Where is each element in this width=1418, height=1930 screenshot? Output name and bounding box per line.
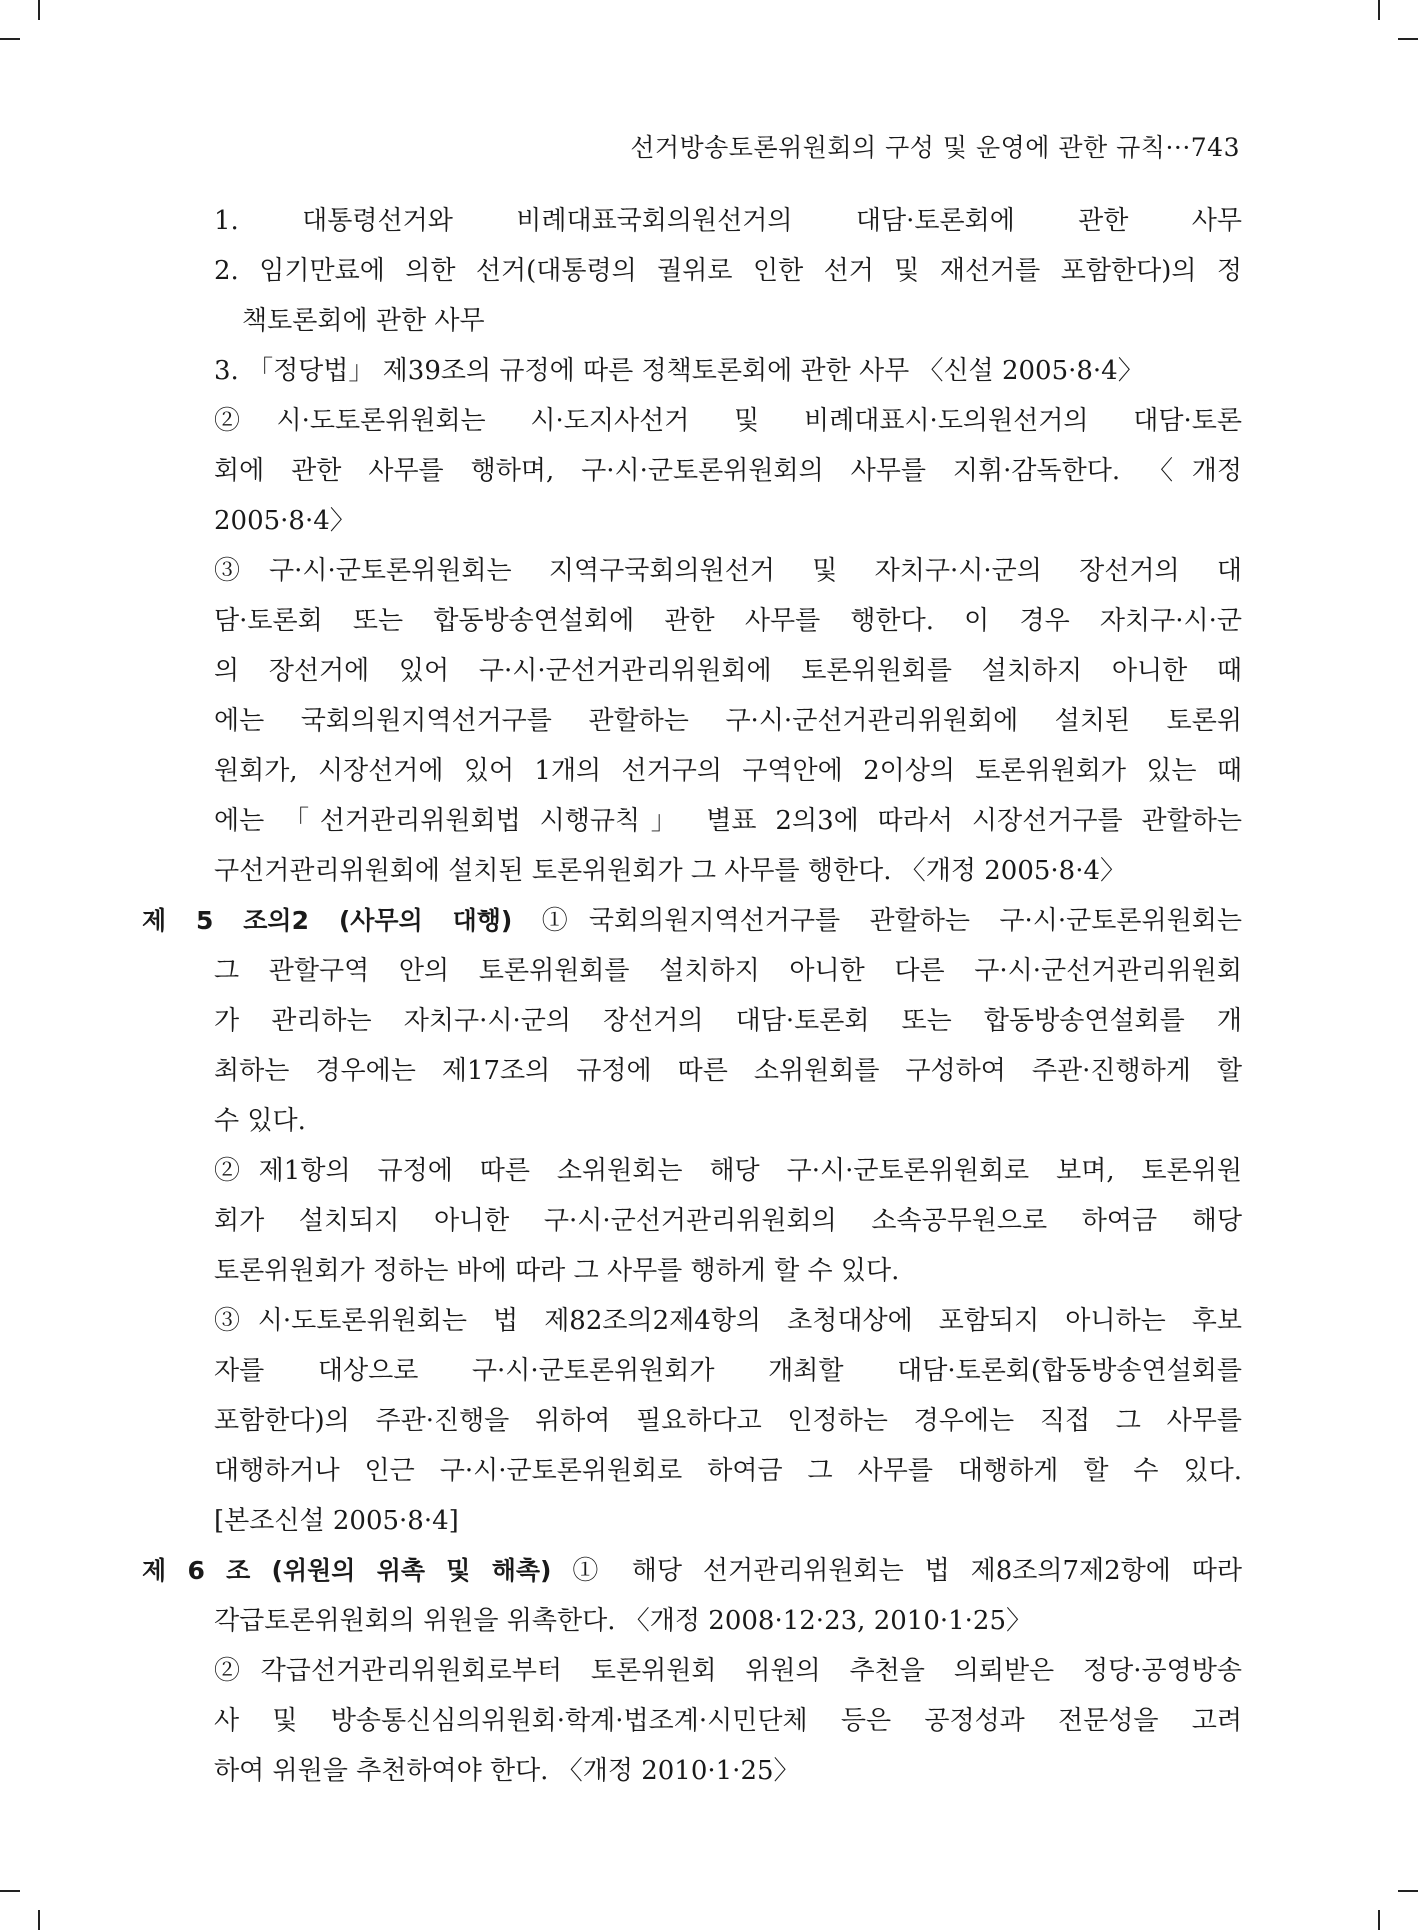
text-line: 담·토론회 또는 합동방송연설회에 관한 사무를 행한다. 이 경우 자치구·시·군 <box>214 606 1242 636</box>
running-header: 선거방송토론위원회의 구성 및 운영에 관한 규칙···743 <box>630 133 1240 162</box>
text-line: ③시·도토론위원회는 법 제82조의2제4항의 초청대상에 포함되지 아니하는 후보 <box>214 1306 1242 1336</box>
text-line: 최하는 경우에는 제17조의 규정에 따른 소위원회를 구성하여 주관·진행하게 할 <box>214 1056 1242 1086</box>
article-6-heading-line: 제 6 조 (위원의 위촉 및 해촉) ① 해당 선거관리위원회는 법 제8조의7제2항에 따라 <box>142 1556 1242 1586</box>
text-line: 구선거관리위원회에 설치된 토론위원회가 그 사무를 행한다. 〈개정 2005·8·4〉 <box>214 856 1127 886</box>
text-line: 토론위원회가 정하는 바에 따라 그 사무를 행하게 할 수 있다. <box>214 1256 900 1286</box>
text-line: 수 있다. <box>214 1106 306 1136</box>
text-line: 대행하거나 인근 구·시·군토론위원회로 하여금 그 사무를 대행하게 할 수 있다. <box>214 1456 1242 1486</box>
text-line: ②제1항의 규정에 따른 소위원회는 해당 구·시·군토론위원회로 보며, 토론위원 <box>214 1156 1242 1186</box>
text-line: 회가 설치되지 아니한 구·시·군선거관리위원회의 소속공무원으로 하여금 해당 <box>214 1206 1242 1236</box>
text-line: 에는 국회의원지역선거구를 관할하는 구·시·군선거관리위원회에 설치된 토론위 <box>214 706 1242 736</box>
text-line: ③구·시·군토론위원회는 지역구국회의원선거 및 자치구·시·군의 장선거의 대 <box>214 556 1242 586</box>
crop-mark-top-right <box>1378 0 1380 20</box>
text-line: 원회가, 시장선거에 있어 1개의 선거구의 구역안에 2이상의 토론위원회가 있는 때 <box>214 756 1242 786</box>
text-line: [본조신설 2005·8·4] <box>214 1506 459 1536</box>
text-line: 2005·8·4〉 <box>214 506 356 536</box>
text-line: 포함한다)의 주관·진행을 위하여 필요하다고 인정하는 경우에는 직접 그 사무를 <box>214 1406 1242 1436</box>
text-line: 자를 대상으로 구·시·군토론위원회가 개최할 대담·토론회(합동방송연설회를 <box>214 1356 1242 1386</box>
text-line: 3. 「정당법」 제39조의 규정에 따른 정책토론회에 관한 사무 〈신설 2005·8·4〉 <box>214 356 1144 386</box>
text-line: 책토론회에 관한 사무 <box>242 306 485 336</box>
text-line: 하여 위원을 추천하여야 한다. 〈개정 2010·1·25〉 <box>214 1756 800 1786</box>
text-line: 가 관리하는 자치구·시·군의 장선거의 대담·토론회 또는 합동방송연설회를 개 <box>214 1006 1242 1036</box>
text-line: 그 관할구역 안의 토론위원회를 설치하지 아니한 다른 구·시·군선거관리위원회 <box>214 956 1242 986</box>
crop-mark-top-left-h <box>0 38 20 40</box>
article-label: 제 6 조 (위원의 위촉 및 해촉) <box>142 1556 552 1585</box>
crop-mark-bottom-right-h <box>1398 1890 1418 1892</box>
text-line: 각급토론위원회의 위원을 위촉한다. 〈개정 2008·12·23, 2010·1·25〉 <box>214 1606 1033 1636</box>
document-body <box>142 196 1242 1796</box>
text-line: 2. 임기만료에 의한 선거(대통령의 궐위로 인한 선거 및 재선거를 포함한다)의 정 <box>214 256 1242 286</box>
text-line: 에는 「선거관리위원회법 시행규칙」 별표 2의3에 따라서 시장선거구를 관할하는 <box>214 806 1242 836</box>
article-5-2-heading-line: 제 5 조의2 (사무의 대행) ①국회의원지역선거구를 관할하는 구·시·군토론위원회는 <box>142 906 1242 936</box>
text-line: 회에 관한 사무를 행하며, 구·시·군토론위원회의 사무를 지휘·감독한다. 〈개정 <box>214 456 1242 486</box>
crop-mark-bottom-right <box>1378 1910 1380 1930</box>
text-line: 1. 대통령선거와 비례대표국회의원선거의 대담·토론회에 관한 사무 <box>214 206 1242 236</box>
crop-mark-top-right-h <box>1398 38 1418 40</box>
crop-mark-bottom-left-h <box>0 1890 20 1892</box>
text-line: ②시·도토론위원회는 시·도지사선거 및 비례대표시·도의원선거의 대담·토론 <box>214 406 1242 436</box>
text-line: ②각급선거관리위원회로부터 토론위원회 위원의 추천을 의뢰받은 정당·공영방송 <box>214 1656 1242 1686</box>
text-line: 의 장선거에 있어 구·시·군선거관리위원회에 토론위원회를 설치하지 아니한 때 <box>214 656 1242 686</box>
crop-mark-top-left <box>38 0 40 20</box>
article-label: 제 5 조의2 (사무의 대행) <box>142 906 513 935</box>
crop-mark-bottom-left <box>38 1910 40 1930</box>
text-line: 사 및 방송통신심의위원회·학계·법조계·시민단체 등은 공정성과 전문성을 고려 <box>214 1706 1242 1736</box>
